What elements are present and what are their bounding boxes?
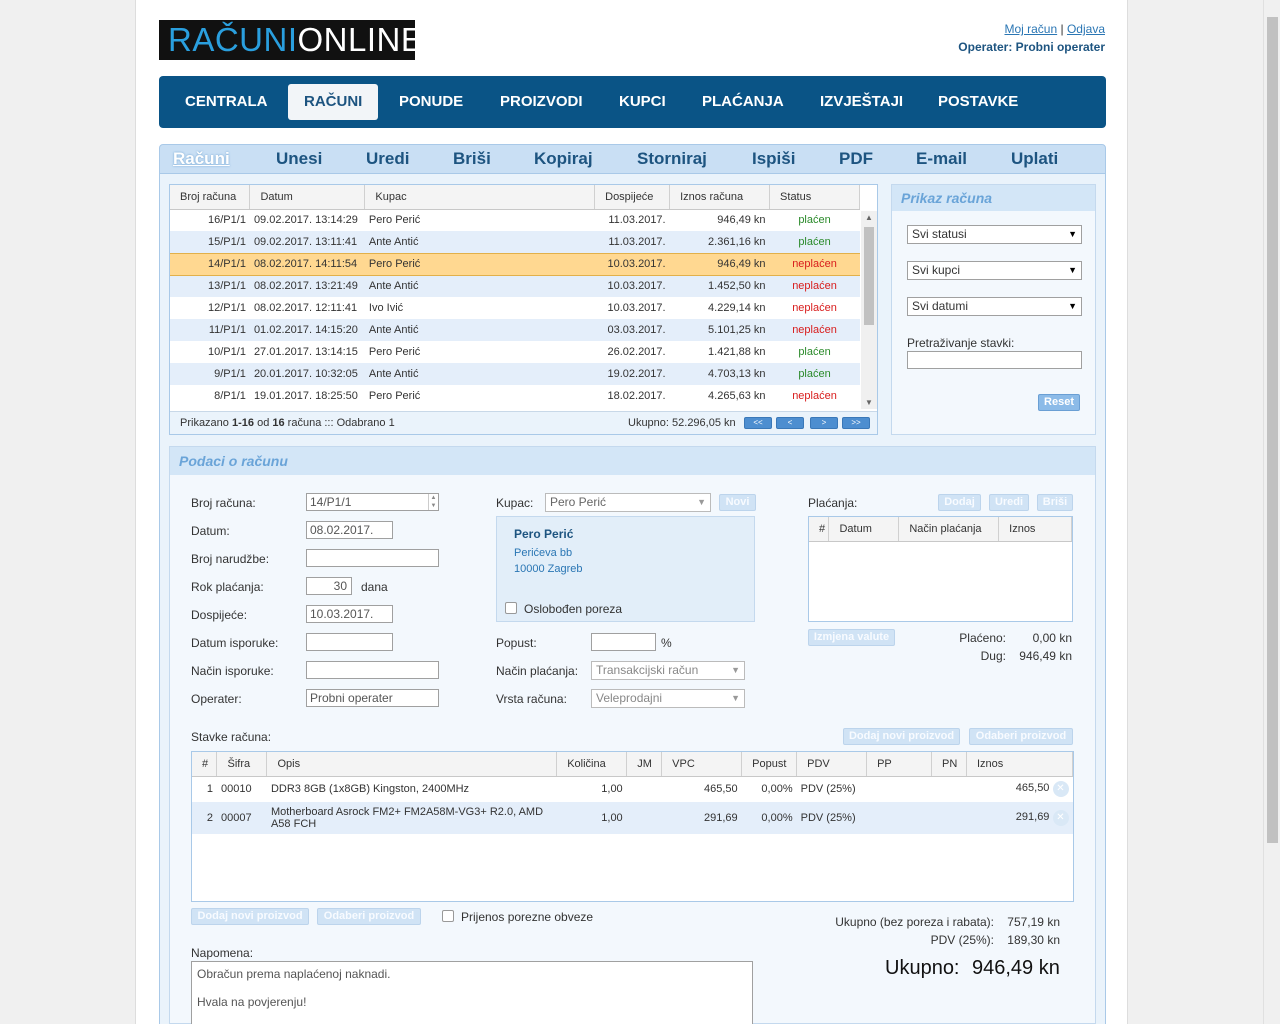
grid-total: Ukupno: 52.296,05 kn [628,417,736,429]
debt-value: 946,49 kn [1019,649,1072,663]
item-desc: DDR3 8GB (1x8GB) Kingston, 2400MHz [270,783,470,796]
item-unit [627,776,662,802]
cell-customer: Ante Antić [365,231,595,253]
delete-item-icon[interactable]: ✕ [1053,810,1069,826]
subnav-pdf[interactable]: PDF [839,149,873,168]
item-pn [932,776,967,802]
customer-city: 10000 Zagreb [514,563,583,575]
customer-select[interactable] [907,261,1082,280]
cell-status: plaćen [770,231,860,253]
cell-status: neplaćen [792,302,837,314]
payment-method-label: Način plaćanja: [496,664,579,678]
vat-total-label: PDV (25%): [930,933,994,947]
table-row[interactable] [170,385,860,407]
customer-field-value: Pero Perić [550,495,607,509]
cell-date: 19.01.2017. 18:25:50 [253,390,358,402]
delivery-method-label: Način isporuke: [191,664,274,678]
subnav-uredi[interactable]: Uredi [366,149,410,168]
col-iznos[interactable]: Iznos računa [670,185,770,209]
col-broj[interactable]: Broj računa [170,185,250,209]
item-col-num[interactable]: # [192,752,217,776]
cell-status: plaćen [798,346,831,358]
cell-customer: Ivo Ivić [368,302,404,314]
grid-scrollbar[interactable] [861,211,877,409]
customer-field[interactable] [545,493,711,512]
operator-field-label: Operater: [191,692,242,706]
item-num: 2 [192,802,217,834]
cell-amount: 1.452,50 kn [670,275,770,297]
date-select-value: Svi datumi [912,299,969,313]
delete-payment-button[interactable]: Briši [1037,494,1073,511]
nav-kupci[interactable]: KUPCI [619,93,666,110]
search-label: Pretraživanje stavki: [907,336,1015,350]
term-unit: dana [361,580,388,594]
table-row[interactable] [170,341,860,363]
subnav-ispisi[interactable]: Ispiši [752,149,796,168]
add-new-product-button[interactable]: Dodaj novi proizvod [191,908,309,925]
cell-customer: Pero Perić [365,253,595,275]
cell-amount: 1.421,88 kn [708,346,766,358]
customer-select-value: Svi kupci [912,263,961,277]
invoice-type-select[interactable] [591,689,745,708]
add-new-product-top-button[interactable]: Dodaj novi proizvod [843,728,960,745]
cell-due: 11.03.2017. [608,214,666,227]
select-product-top-button[interactable]: Odaberi proizvod [969,728,1073,745]
details-title: Podaci o računu [170,447,1095,475]
grid-info-prefix: Prikazano [180,417,232,429]
pay-col-date[interactable]: Datum [829,517,899,541]
grid-info-suffix: računa ::: Odabrano 1 [284,417,395,429]
nav-ponude[interactable]: PONUDE [399,93,464,110]
cell-date: 20.01.2017. 10:32:05 [250,363,365,385]
item-vat: PDV (25%) [797,802,867,834]
vat-total-value: 189,30 kn [1007,933,1060,947]
reverse-charge-checkbox[interactable] [442,910,454,922]
item-col-code[interactable]: Šifra [217,752,267,776]
cell-number: 16/P1/1 [208,214,246,227]
search-input[interactable] [907,351,1082,369]
paid-value: 0,00 kn [1032,631,1072,645]
item-code: 00010 [220,783,252,796]
item-unit [627,802,662,834]
table-row[interactable] [170,297,860,319]
col-datum[interactable]: Datum [250,185,365,209]
grand-total-label: Ukupno: [885,957,960,979]
page-scroll-thumb[interactable] [1267,17,1278,843]
customer-street: Perićeva bb [514,547,573,559]
grand-total-value: 946,49 kn [972,957,1060,979]
reverse-charge-label: Prijenos porezne obveze [461,910,594,924]
invoice-type-value: Veleprodajni [596,691,663,705]
dropdown-arrow-icon: ▼ [731,665,740,675]
cell-amount: 4.703,13 kn [670,363,770,385]
new-customer-button[interactable]: Novi [719,494,756,511]
currency-change-button[interactable]: Izmjena valute [808,629,895,646]
reset-button[interactable]: Reset [1038,394,1080,411]
cell-due: 11.03.2017. [595,231,670,253]
item-col-pp[interactable]: PP [867,752,932,776]
status-select-value: Svi statusi [912,227,967,241]
items-label: Stavke računa: [191,730,272,744]
number-input[interactable] [306,493,439,511]
cell-due: 19.02.2017. [595,363,670,385]
date-input[interactable]: 08.02.2017. [306,521,393,539]
dropdown-arrow-icon: ▼ [697,497,706,507]
note-textarea[interactable]: Obračun prema naplaćenoj naknadi. Hvala na povjerenju! [191,961,753,1024]
item-pp [867,802,932,834]
subnav-brisi[interactable]: Briši [453,149,491,168]
cell-status: plaćen [798,214,831,227]
item-amount-value: 291,69 [1015,811,1050,823]
customer-card [496,516,755,622]
cell-due: 03.03.2017. [595,319,670,341]
grid-info [180,417,395,429]
item-row[interactable] [192,802,1073,834]
cell-number: 11/P1/1 [170,319,250,341]
subnav-storniraj[interactable]: Storniraj [637,149,707,168]
cell-amount: 946,49 kn [717,214,766,227]
cell-number: 9/P1/1 [170,363,250,385]
invoice-type-label: Vrsta računa: [496,692,567,706]
subnav-email[interactable]: E-mail [916,149,968,168]
item-pp [867,776,932,802]
cell-customer: Ante Antić [365,275,595,297]
cell-number: 8/P1/1 [214,390,246,402]
customer-label: Kupac: [496,496,534,510]
cell-date: 09.02.2017. 13:11:41 [250,231,365,253]
item-col-discount[interactable]: Popust [742,752,797,776]
item-col-unit[interactable]: JM [627,752,662,776]
pay-col-amount[interactable]: Iznos [999,517,1072,541]
date-label: Datum: [191,524,230,538]
nav-placanja[interactable]: PLAĆANJA [702,93,784,110]
item-discount: 0,00% [742,802,797,834]
cell-due: 10.03.2017. [595,253,670,275]
net-total-label: Ukupno (bez poreza i rabata): [835,915,994,929]
item-amount [967,776,1073,802]
net-total-value: 757,19 kn [1007,915,1060,929]
dropdown-arrow-icon: ▼ [1068,301,1077,311]
cell-customer: Pero Perić [368,346,421,358]
my-account-link[interactable]: Moj račun [1004,22,1058,36]
cell-due: 18.02.2017. [607,390,666,402]
table-row[interactable] [170,209,860,231]
cell-number: 13/P1/1 [170,275,250,297]
scroll-down-icon[interactable]: ▼ [865,398,873,407]
table-row-selected[interactable] [170,253,860,275]
cell-amount: 5.101,25 kn [670,319,770,341]
nav-racuni[interactable]: RAČUNI [288,84,378,120]
cell-date: 09.02.2017. 13:14:29 [253,214,358,227]
item-row[interactable] [192,776,1073,802]
cell-date: 01.02.2017. 14:15:20 [250,319,365,341]
pay-col-num[interactable]: # [809,517,829,541]
item-col-vat[interactable]: PDV [797,752,867,776]
dropdown-arrow-icon: ▼ [731,693,740,703]
delivery-date-label: Datum isporuke: [191,636,279,650]
col-dospijece[interactable]: Dospijeće [595,185,670,209]
dropdown-arrow-icon: ▼ [1068,265,1077,275]
add-payment-button[interactable]: Dodaj [938,494,981,511]
user-box [958,22,1105,54]
subnav-racuni[interactable]: Računi [173,149,230,168]
payments-label: Plaćanja: [808,496,858,510]
cell-number: 12/P1/1 [208,302,246,314]
number-value: 14/P1/1 [310,495,352,509]
item-desc: Motherboard Asrock FM2+ FM2A58M-VG3+ R2.0, AMD A58 FCH [267,802,557,834]
item-amount-value: 465,50 [1015,782,1050,795]
nav-centrala[interactable]: CENTRALA [185,93,268,110]
cell-customer: Pero Perić [368,390,421,402]
pay-col-method[interactable]: Način plaćanja [899,517,999,541]
status-select[interactable] [907,225,1082,244]
cell-customer: Ante Antić [365,363,595,385]
items-table [191,751,1074,902]
item-col-qty[interactable]: Količina [557,752,627,776]
spinner-icon[interactable]: ▲ ▼ [428,494,438,510]
logout-link[interactable]: Odjava [1066,22,1105,36]
cell-due: 26.02.2017. [607,346,666,358]
select-product-button[interactable]: Odaberi proizvod [317,908,421,925]
filter-panel [891,184,1096,435]
page-prev-button[interactable]: < [776,417,804,429]
note-label: Napomena: [191,946,254,960]
payment-method-select[interactable] [591,661,745,680]
tax-exempt-label: Oslobođen poreza [524,602,623,616]
col-kupac[interactable]: Kupac [365,185,595,209]
table-row[interactable] [170,363,860,385]
cell-status: neplaćen [770,275,860,297]
delivery-date-input[interactable] [306,633,393,651]
due-label: Dospijeće: [191,608,248,622]
cell-amount: 4.229,14 kn [708,302,766,314]
cell-status: neplaćen [792,390,837,402]
table-row[interactable] [170,275,860,297]
payments-table [808,516,1073,622]
edit-payment-button[interactable]: Uredi [989,494,1029,511]
page-first-button[interactable]: << [744,417,772,429]
payments-grid [809,517,1072,542]
grid-info-count: 16 [272,417,285,429]
link-separator: | [1060,22,1064,36]
cell-status: neplaćen [770,253,860,275]
grid-scroll-thumb[interactable] [864,227,874,325]
cell-amount: 946,49 kn [670,253,770,275]
nav-izvjestaji[interactable]: IZVJEŠTAJI [820,93,904,110]
cell-date: 08.02.2017. 13:21:49 [250,275,365,297]
cell-number: 15/P1/1 [170,231,250,253]
table-row[interactable] [170,231,860,253]
term-label: Rok plaćanja: [191,580,264,594]
item-qty: 1,00 [601,783,623,796]
tax-exempt-checkbox[interactable] [505,602,517,614]
operator-label: Operater: Probni operater [958,40,1105,54]
grid-info-mid: od [254,417,273,429]
paid-label: Plaćeno: [959,631,1006,645]
item-col-amount[interactable]: Iznos [967,752,1073,776]
cell-customer: Pero Perić [368,214,421,227]
due-input[interactable]: 10.03.2017. [306,605,393,623]
order-input[interactable] [306,549,439,567]
nav-postavke[interactable]: POSTAVKE [938,93,1019,110]
item-qty: 1,00 [557,802,627,834]
cell-customer: Ante Antić [365,319,595,341]
item-amount [967,802,1073,834]
cell-date: 08.02.2017. 14:11:54 [250,253,365,275]
scroll-up-icon[interactable]: ▲ [865,213,873,222]
filter-title: Prikaz računa [892,185,1095,211]
subnav-unesi[interactable]: Unesi [276,149,323,168]
items-grid [192,752,1073,834]
item-code: 00007 [217,802,267,834]
delete-item-icon[interactable]: ✕ [1053,781,1069,797]
cell-number: 10/P1/1 [208,346,246,358]
table-row[interactable] [170,319,860,341]
cell-date: 08.02.2017. 12:11:41 [253,302,358,314]
cell-status: plaćen [770,363,860,385]
discount-label: Popust: [496,636,537,650]
sub-nav [159,144,1106,174]
subnav-uplati[interactable]: Uplati [1011,149,1059,168]
discount-unit: % [661,636,672,650]
discount-input[interactable] [591,633,656,651]
col-status[interactable]: Status [770,185,860,209]
main-nav [159,76,1106,128]
grid-info-range: 1-16 [231,417,255,429]
order-label: Broj narudžbe: [191,552,270,566]
brand-logo-part2: ONLINE [297,21,424,58]
delivery-method-input[interactable] [306,661,439,679]
item-vat: PDV (25%) [800,783,856,796]
debt-label: Dug: [980,649,1006,663]
item-pn [932,802,967,834]
invoice-table [170,185,860,407]
cell-due: 10.03.2017. [607,302,666,314]
grid-footer [170,411,877,434]
cell-due: 10.03.2017. [595,275,670,297]
dropdown-arrow-icon: ▼ [1068,229,1077,239]
brand-logo-part1: RAČUNI [168,21,298,58]
nav-proizvodi[interactable]: PROIZVODI [500,93,583,110]
number-label: Broj računa: [191,496,256,510]
operator-input[interactable]: Probni operater [306,689,439,707]
cell-date: 27.01.2017. 13:14:15 [253,346,358,358]
brand-logo[interactable] [159,20,424,60]
page-next-button[interactable]: > [810,417,838,429]
cell-status: neplaćen [770,319,860,341]
term-input[interactable]: 30 [306,577,352,595]
item-price: 465,50 [703,783,738,796]
item-num: 1 [206,783,213,796]
item-col-pn[interactable]: PN [932,752,967,776]
page [135,0,1128,1024]
invoice-grid [169,184,878,435]
cell-number: 14/P1/1 [170,253,250,275]
date-select[interactable] [907,297,1082,316]
cell-amount: 4.265,63 kn [708,390,766,402]
payment-method-value: Transakcijski račun [596,663,699,677]
page-last-button[interactable]: >> [842,417,870,429]
item-price: 291,69 [662,802,742,834]
item-col-desc[interactable]: Opis [267,752,557,776]
subnav-kopiraj[interactable]: Kopiraj [534,149,593,168]
customer-name: Pero Perić [514,527,574,541]
item-discount: 0,00% [761,783,793,796]
page-scrollbar[interactable] [1263,0,1280,1024]
item-col-price[interactable]: VPC [662,752,742,776]
cell-amount: 2.361,16 kn [670,231,770,253]
